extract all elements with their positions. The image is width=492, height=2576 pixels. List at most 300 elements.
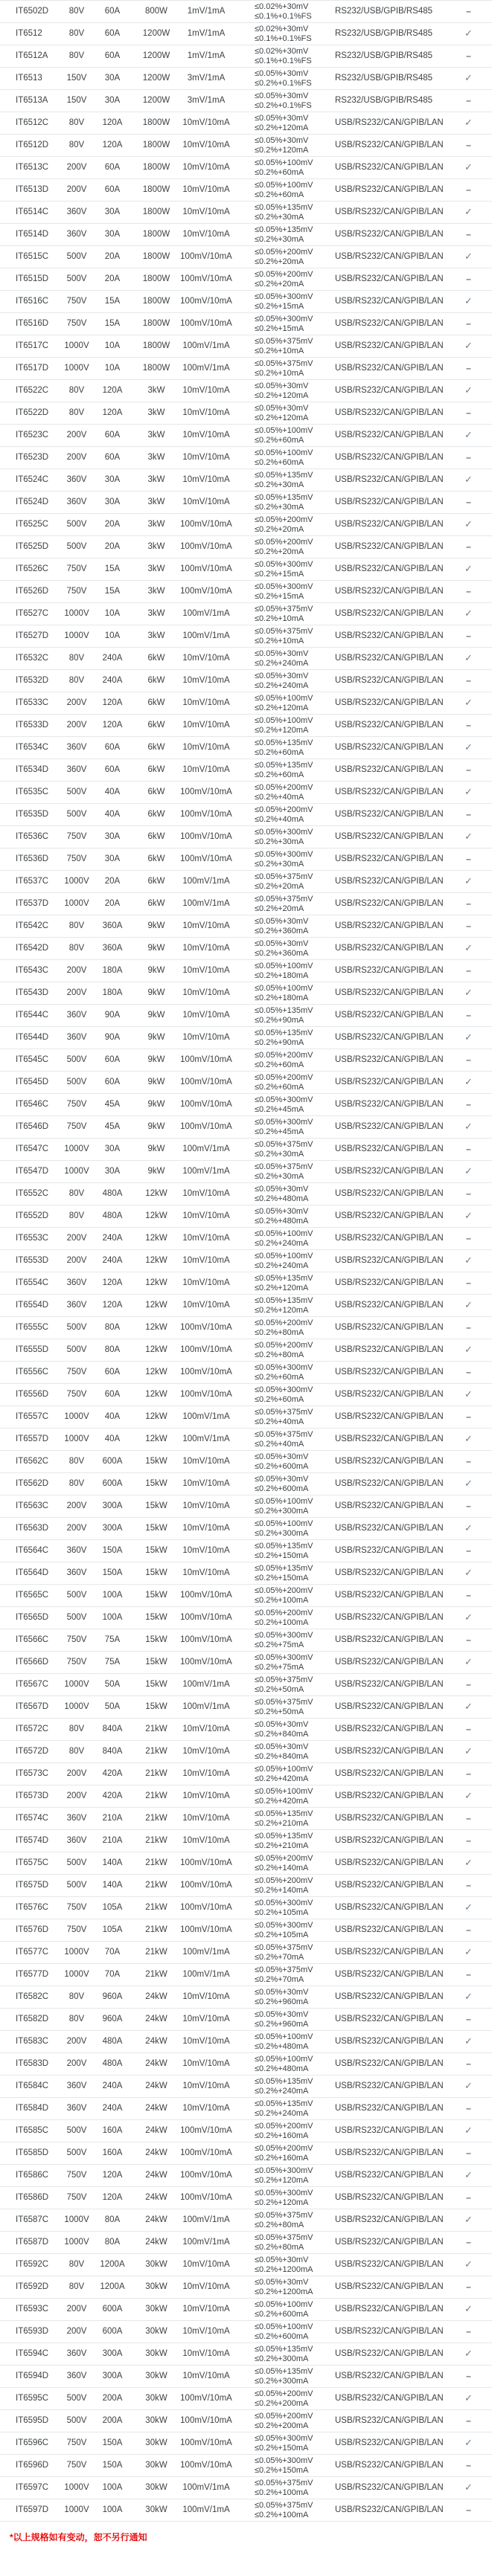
interfaces-cell: USB/RS232/CAN/GPIB/LAN [335,1791,444,1800]
power-cell: 24kW [145,2192,167,2202]
dash-icon: – [466,1879,471,1890]
standard-flag-cell [445,1368,492,1378]
standard-flag-cell [445,631,492,642]
dash-icon: – [466,1411,471,1422]
model-cell: IT6535C [16,787,49,796]
power-cell: 1800W [142,363,170,373]
voltage-cell: 500V [66,787,87,796]
model-cell: IT6564C [16,1545,49,1555]
voltage-accuracy-text: ≤0.05%+30mV [255,1720,309,1729]
voltage-accuracy-text: ≤0.05%+200mV [255,2122,313,2131]
current-cell: 120A [102,1278,123,1287]
voltage-cell: 200V [66,1523,87,1533]
voltage-cell: 150V [66,73,87,83]
current-accuracy-text: ≤0.2%+40mA [255,1439,304,1449]
standard-flag-cell [445,430,492,441]
standard-flag-cell [445,698,492,709]
table-row [0,447,492,469]
model-cell: IT6592D [16,2282,49,2291]
interfaces-cell: USB/RS232/CAN/GPIB/LAN [335,1367,444,1376]
voltage-cell: 500V [66,1590,87,1600]
voltage-cell: 200V [66,698,87,707]
model-cell: IT6523D [16,452,49,462]
current-cell: 240A [102,1255,123,1265]
model-cell: IT6514D [16,229,49,239]
resolution-cell: 100mV/1mA [182,1411,230,1421]
check-icon: ✓ [464,608,473,619]
standard-flag-cell [445,2259,492,2270]
standard-flag-cell [445,1121,492,1133]
accuracy-cell [234,1787,328,1806]
standard-flag-cell [445,251,492,263]
interfaces-cell: USB/RS232/CAN/GPIB/LAN [335,965,444,975]
power-cell: 12kW [145,1188,167,1198]
voltage-cell: 360V [66,1278,87,1287]
model-cell: IT6576D [16,1925,49,1934]
current-cell: 30A [104,95,121,105]
interfaces-cell: USB/RS232/CAN/GPIB/LAN [335,720,444,730]
model-cell: IT6564D [16,1568,49,1577]
accuracy-cell [234,627,328,645]
dash-icon: – [466,1500,471,1511]
voltage-accuracy-text: ≤0.05%+375mV [255,1943,313,1952]
table-row [0,1808,492,1830]
power-cell: 15kW [145,1545,167,1555]
resolution-cell: 10mV/10mA [182,1456,230,1466]
dash-icon: – [466,2415,471,2426]
voltage-cell: 1000V [64,341,89,350]
interfaces-cell: USB/RS232/CAN/GPIB/LAN [335,1768,444,1778]
voltage-cell: 500V [66,274,87,283]
check-icon: ✓ [464,1478,473,1490]
resolution-cell: 10mV/10mA [182,1724,230,1733]
power-cell: 1800W [142,229,170,239]
model-cell: IT6525D [16,541,49,551]
model-cell: IT6585D [16,2148,49,2157]
current-accuracy-text: ≤0.2%+180mA [255,970,309,980]
voltage-accuracy-text: ≤0.05%+200mV [255,248,313,257]
interfaces-cell: USB/RS232/CAN/GPIB/LAN [335,675,444,685]
interfaces-cell: USB/RS232/CAN/GPIB/LAN [335,1746,444,1756]
power-cell: 30kW [145,2393,167,2403]
model-cell: IT6512C [16,117,49,127]
resolution-cell: 100mV/10mA [180,1612,232,1622]
current-accuracy-text: ≤0.2%+30mA [255,480,304,489]
check-icon: ✓ [464,518,473,530]
dash-icon: – [466,496,471,507]
power-cell: 24kW [145,1991,167,2001]
current-accuracy-text: ≤0.2%+100mA [255,2488,309,2497]
resolution-cell: 100mV/1mA [182,1701,230,1711]
voltage-accuracy-text: ≤0.02%+30mV [255,25,309,33]
model-cell: IT6563D [16,1523,49,1533]
voltage-cell: 360V [66,1568,87,1577]
check-icon: ✓ [464,2035,473,2047]
resolution-cell: 10mV/10mA [182,720,230,730]
table-row [0,1540,492,1562]
voltage-accuracy-text: ≤0.05%+100mV [255,181,313,190]
current-accuracy-text: ≤0.2%+600mA [255,2309,309,2319]
table-row [0,1406,492,1429]
interfaces-cell: USB/RS232/CAN/GPIB/LAN [335,430,444,439]
standard-flag-cell [445,1881,492,1891]
table-row [0,335,492,358]
accuracy-cell [234,1095,328,1114]
power-cell: 24kW [145,2081,167,2090]
accuracy-cell [234,538,328,556]
power-cell: 30kW [145,2304,167,2313]
accuracy-cell [234,1742,328,1761]
model-cell: IT6565C [16,1590,49,1600]
resolution-cell: 10mV/10mA [182,1010,230,1020]
resolution-cell: 10mV/10mA [182,1523,230,1533]
interfaces-cell: USB/RS232/CAN/GPIB/LAN [335,2415,444,2425]
current-accuracy-text: ≤0.2%+30mA [255,502,304,512]
model-cell: IT6535D [16,809,49,819]
resolution-cell: 100mV/10mA [180,1077,232,1086]
resolution-cell: 3mV/1mA [187,73,226,83]
current-cell: 15A [104,296,121,306]
accuracy-cell [234,2010,328,2029]
resolution-cell: 1mV/1mA [187,51,226,60]
current-cell: 50A [104,1679,121,1689]
current-cell: 10A [104,341,121,350]
voltage-accuracy-text: ≤0.05%+135mV [255,1006,313,1015]
resolution-cell: 100mV/1mA [182,1679,230,1689]
check-icon: ✓ [464,1567,473,1579]
dash-icon: – [466,1768,471,1779]
voltage-cell: 750V [66,586,87,596]
current-accuracy-text: ≤0.2%+120mA [255,703,309,712]
table-row [0,2477,492,2499]
current-accuracy-text: ≤0.2%+10mA [255,636,304,645]
model-cell: IT6556D [16,1389,49,1399]
voltage-cell: 1000V [64,2505,89,2514]
power-cell: 6kW [147,653,165,663]
current-accuracy-text: ≤0.2%+1200mA [255,2287,313,2296]
voltage-cell: 1000V [64,1166,89,1176]
power-cell: 3kW [147,631,165,640]
accuracy-cell [234,158,328,177]
table-row [0,268,492,291]
interfaces-cell: USB/RS232/CAN/GPIB/LAN [335,1523,444,1533]
current-accuracy-text: ≤0.2%+80mA [255,2220,304,2229]
voltage-cell: 200V [66,452,87,462]
table-row [0,157,492,179]
power-cell: 1800W [142,140,170,149]
table-row [0,2142,492,2165]
model-cell: IT6537D [16,898,49,908]
voltage-accuracy-text: ≤0.05%+30mV [255,69,309,78]
model-cell: IT6513D [16,184,49,194]
table-row [0,112,492,135]
interfaces-cell: USB/RS232/CAN/GPIB/LAN [335,2058,444,2068]
table-row [0,2187,492,2209]
check-icon: ✓ [464,1255,473,1266]
voltage-cell: 1000V [64,2215,89,2224]
dash-icon: – [466,719,471,730]
power-cell: 24kW [145,2014,167,2023]
interfaces-cell: RS232/USB/GPIB/RS485 [335,73,433,83]
table-row [0,135,492,157]
accuracy-cell [234,471,328,489]
voltage-accuracy-text: ≤0.05%+200mV [255,1586,313,1595]
voltage-cell: 360V [66,474,87,484]
check-icon: ✓ [464,1388,473,1400]
model-cell: IT6593C [16,2304,49,2313]
interfaces-cell: USB/RS232/CAN/GPIB/LAN [335,1211,444,1220]
voltage-cell: 750V [66,2192,87,2202]
interfaces-cell: USB/RS232/CAN/GPIB/LAN [335,1679,444,1689]
accuracy-cell [234,850,328,869]
voltage-accuracy-text: ≤0.05%+135mV [255,493,313,502]
dash-icon: – [466,139,471,150]
accuracy-cell [234,2412,328,2430]
resolution-cell: 10mV/10mA [182,1991,230,2001]
interfaces-cell: USB/RS232/CAN/GPIB/LAN [335,1635,444,1644]
interfaces-cell: USB/RS232/CAN/GPIB/LAN [335,2371,444,2380]
voltage-accuracy-text: ≤0.05%+30mV [255,404,309,413]
standard-flag-cell [445,1836,492,1846]
accuracy-cell [234,381,328,400]
resolution-cell: 10mV/10mA [182,2103,230,2113]
table-row [0,90,492,112]
current-accuracy-text: ≤0.2%+420mA [255,1774,309,1783]
voltage-accuracy-text: ≤0.05%+100mV [255,158,313,167]
current-cell: 210A [102,1835,123,1845]
dash-icon: – [466,94,471,106]
table-row [0,291,492,313]
standard-flag-cell [445,1211,492,1222]
model-cell: IT6553D [16,1255,49,1265]
model-cell: IT6574C [16,1813,49,1823]
power-cell: 30kW [145,2326,167,2336]
current-accuracy-text: ≤0.2%+240mA [255,680,309,690]
standard-flag-cell [445,2371,492,2382]
dash-icon: – [466,898,471,909]
model-cell: IT6575D [16,1880,49,1890]
power-cell: 1200W [142,95,170,105]
current-accuracy-text: ≤0.2%+150mA [255,1551,309,1560]
voltage-cell: 360V [66,1545,87,1555]
resolution-cell: 10mV/10mA [182,988,230,997]
current-cell: 600A [102,2304,123,2313]
voltage-accuracy-text: ≤0.05%+375mV [255,627,313,636]
model-cell: IT6532C [16,653,49,663]
standard-flag-cell [445,385,492,396]
standard-flag-cell [445,2193,492,2203]
standard-flag-cell [445,2104,492,2114]
interfaces-cell: USB/RS232/CAN/GPIB/LAN [335,1858,444,1867]
accuracy-cell [234,1675,328,1694]
model-cell: IT6573D [16,1791,49,1800]
resolution-cell: 100mV/10mA [180,809,232,819]
current-cell: 140A [102,1858,123,1867]
current-accuracy-text: ≤0.2%+120mA [255,145,309,155]
resolution-cell: 100mV/10mA [180,1880,232,1890]
interfaces-cell: RS232/USB/GPIB/RS485 [335,28,433,38]
resolution-cell: 10mV/10mA [182,2036,230,2046]
voltage-accuracy-text: ≤0.05%+135mV [255,1296,313,1305]
power-cell: 15kW [145,1523,167,1533]
voltage-cell: 200V [66,2036,87,2046]
power-cell: 6kW [147,698,165,707]
accuracy-cell [234,1564,328,1582]
accuracy-cell [234,114,328,132]
current-accuracy-text: ≤0.2%+150mA [255,1573,309,1582]
table-row [0,2321,492,2343]
accuracy-cell [234,2345,328,2363]
interfaces-cell: USB/RS232/CAN/GPIB/LAN [335,162,444,172]
interfaces-cell: USB/RS232/CAN/GPIB/LAN [335,296,444,306]
power-cell: 15kW [145,1635,167,1644]
resolution-cell: 10mV/10mA [182,1233,230,1243]
current-cell: 210A [102,1813,123,1823]
standard-flag-cell [445,2505,492,2516]
model-cell: IT6523C [16,430,49,439]
voltage-cell: 360V [66,1010,87,1020]
check-icon: ✓ [464,2437,473,2449]
model-cell: IT6577C [16,1947,49,1957]
current-accuracy-text: ≤0.2%+30mA [255,212,304,222]
standard-flag-cell [445,1657,492,1668]
accuracy-cell [234,1519,328,1538]
current-cell: 600A [102,1456,123,1466]
standard-flag-cell [445,1345,492,1356]
interfaces-cell: USB/RS232/CAN/GPIB/LAN [335,1054,444,1064]
resolution-cell: 10mV/10mA [182,1300,230,1310]
standard-flag-cell [445,1389,492,1400]
current-accuracy-text: ≤0.2%+40mA [255,814,304,824]
table-row [0,2276,492,2299]
accuracy-cell [234,25,328,43]
table-row [0,1585,492,1607]
dash-icon: – [466,1723,471,1734]
current-accuracy-text: ≤0.2%+60mA [255,1394,304,1404]
model-cell: IT6597C [16,2482,49,2492]
standard-flag-cell [445,296,492,307]
voltage-accuracy-text: ≤0.05%+200mV [255,1341,313,1350]
model-cell: IT6516C [16,296,49,306]
current-cell: 300A [102,2348,123,2358]
power-cell: 6kW [147,720,165,730]
check-icon: ✓ [464,1210,473,1222]
accuracy-cell [234,2189,328,2207]
current-accuracy-text: ≤0.2%+240mA [255,2108,309,2118]
table-row [0,2299,492,2321]
voltage-cell: 750V [66,1367,87,1376]
current-cell: 150A [102,2438,123,2447]
current-accuracy-text: ≤0.2%+300mA [255,1528,309,1538]
resolution-cell: 100mV/10mA [180,1902,232,1912]
voltage-cell: 500V [66,1345,87,1354]
power-cell: 12kW [145,1434,167,1443]
accuracy-cell [234,47,328,65]
power-cell: 1200W [142,51,170,60]
check-icon: ✓ [464,1857,473,1869]
voltage-accuracy-text: ≤0.05%+300mV [255,1899,313,1907]
power-cell: 6kW [147,675,165,685]
voltage-cell: 500V [66,1612,87,1622]
voltage-cell: 1000V [64,1411,89,1421]
current-accuracy-text: ≤0.2%+30mA [255,1171,304,1181]
current-accuracy-text: ≤0.2%+20mA [255,904,304,913]
voltage-cell: 500V [66,251,87,261]
model-cell: IT6562D [16,1478,49,1488]
interfaces-cell: USB/RS232/CAN/GPIB/LAN [335,541,444,551]
current-cell: 120A [102,385,123,395]
power-cell: 12kW [145,1233,167,1243]
accuracy-cell [234,1341,328,1359]
current-accuracy-text: ≤0.2%+60mA [255,770,304,779]
power-cell: 3kW [147,541,165,551]
voltage-cell: 80V [68,1991,85,2001]
voltage-accuracy-text: ≤0.05%+100mV [255,694,313,703]
standard-flag-cell [445,1478,492,1490]
power-cell: 1800W [142,296,170,306]
resolution-cell: 100mV/10mA [180,1590,232,1600]
voltage-accuracy-text: ≤0.05%+30mV [255,1185,309,1194]
power-cell: 21kW [145,1791,167,1800]
table-row [0,1562,492,1585]
voltage-accuracy-text: ≤0.05%+100mV [255,1519,313,1528]
standard-flag-cell [445,2416,492,2427]
dash-icon: – [466,1098,471,1110]
accuracy-cell [234,1765,328,1783]
current-accuracy-text: ≤0.2%+80mA [255,1350,304,1359]
interfaces-cell: USB/RS232/CAN/GPIB/LAN [335,1501,444,1510]
power-cell: 21kW [145,1969,167,1979]
table-row [0,1049,492,1072]
current-cell: 30A [104,497,121,506]
accuracy-cell [234,1274,328,1292]
current-cell: 200A [102,2415,123,2425]
model-cell: IT6547D [16,1166,49,1176]
voltage-cell: 80V [68,117,85,127]
standard-flag-cell [445,1011,492,1021]
model-cell: IT6513A [16,95,48,105]
voltage-cell: 1000V [64,2482,89,2492]
model-cell: IT6527D [16,631,49,640]
voltage-accuracy-text: ≤0.05%+200mV [255,1073,313,1082]
accuracy-cell [234,2099,328,2118]
power-cell: 3kW [147,586,165,596]
resolution-cell: 100mV/10mA [180,296,232,306]
check-icon: ✓ [464,1656,473,1668]
resolution-cell: 3mV/1mA [187,95,226,105]
voltage-cell: 80V [68,675,85,685]
voltage-accuracy-text: ≤0.05%+300mV [255,2456,313,2465]
standard-flag-cell [445,2461,492,2471]
model-cell: IT6533C [16,698,49,707]
voltage-cell: 80V [68,2282,85,2291]
standard-flag-cell [445,1591,492,1601]
current-accuracy-text: ≤0.2%+70mA [255,1974,304,1984]
resolution-cell: 100mV/10mA [180,787,232,796]
interfaces-cell: USB/RS232/CAN/GPIB/LAN [335,2215,444,2224]
model-cell: IT6524D [16,497,49,506]
dash-icon: – [466,407,471,418]
model-cell: IT6595D [16,2415,49,2425]
dash-icon: – [466,2281,471,2292]
current-accuracy-text: ≤0.2%+120mA [255,725,309,735]
model-cell: IT6546C [16,1099,49,1109]
current-cell: 10A [104,608,121,618]
interfaces-cell: USB/RS232/CAN/GPIB/LAN [335,1099,444,1109]
interfaces-cell: USB/RS232/CAN/GPIB/LAN [335,341,444,350]
accuracy-cell [234,2122,328,2140]
voltage-accuracy-text: ≤0.05%+100mV [255,2032,313,2041]
